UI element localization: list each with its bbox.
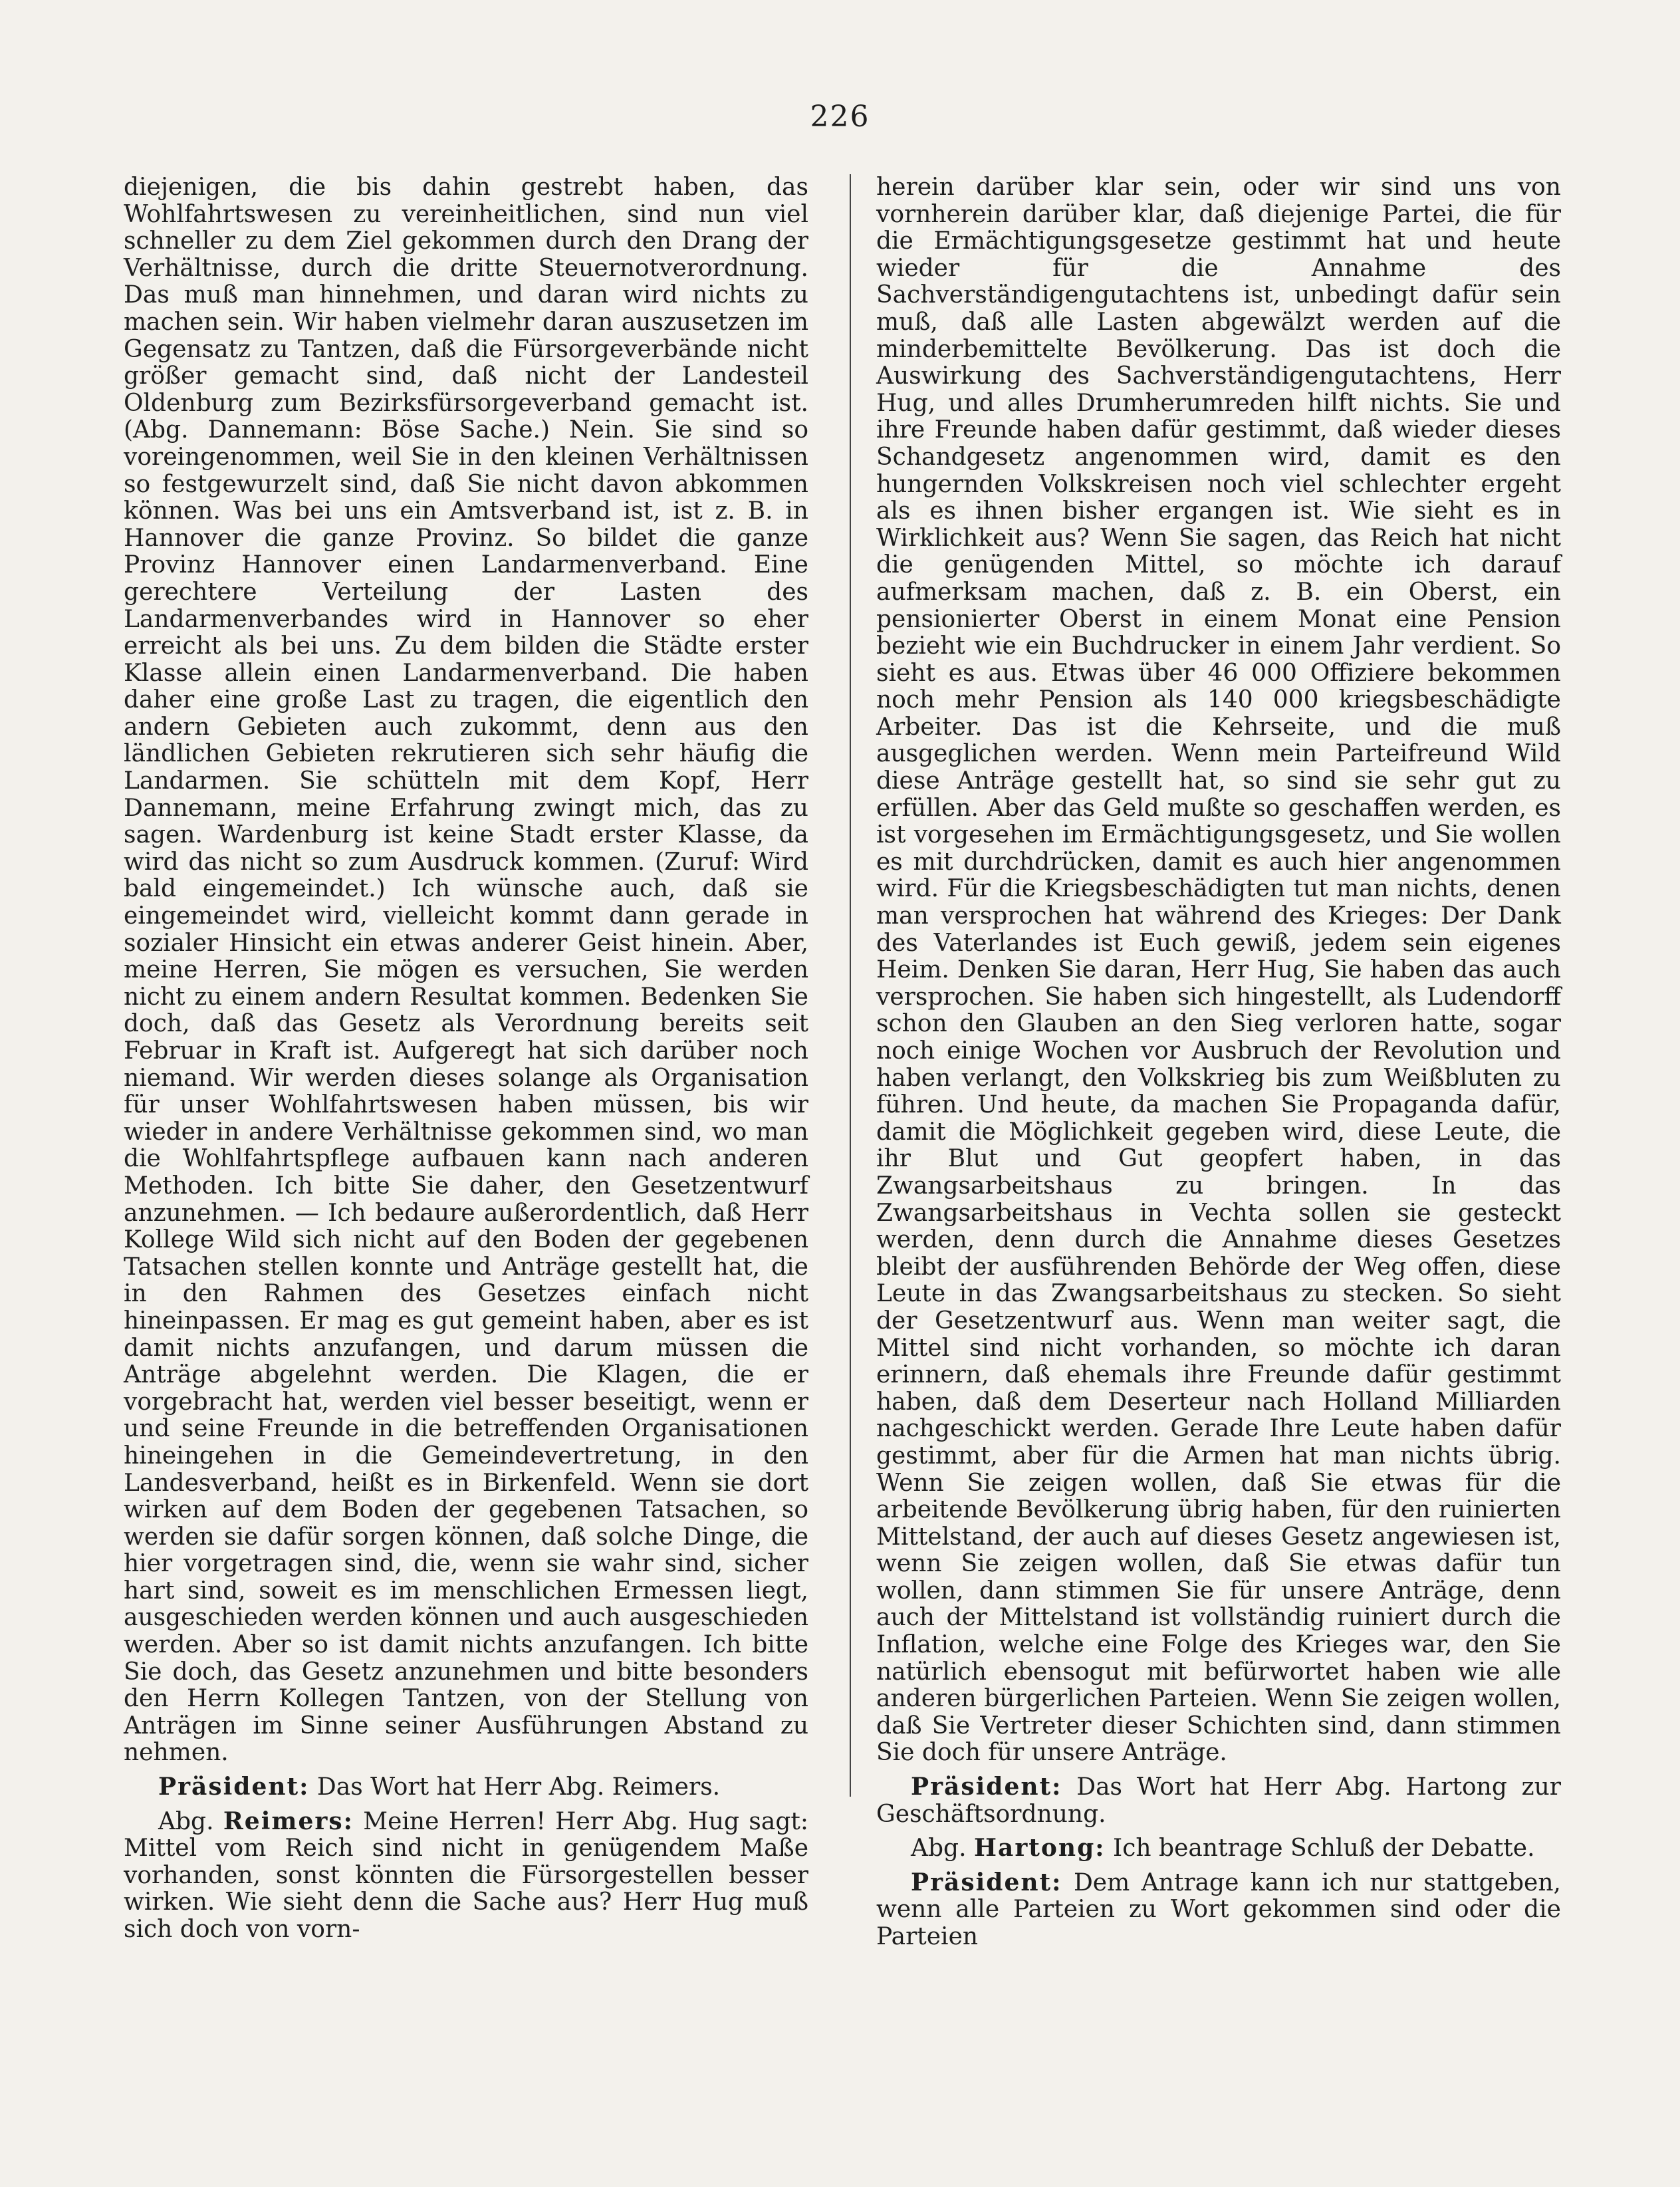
column-divider (850, 174, 851, 1797)
speaker-label: Hartong: (973, 1834, 1106, 1863)
left-paragraph-3 (124, 1808, 808, 1944)
speaker-prefix: Abg. (158, 1807, 223, 1835)
right-column (876, 174, 1561, 1951)
left-paragraph-2 (124, 1773, 808, 1801)
speaker-label: Präsident: (911, 1773, 1062, 1801)
right-paragraph-2 (876, 1773, 1561, 1828)
speech-text: Meine Herren! Herr Abg. Hug sagt: Mittel vom Reich sind nicht in genügendem Maße vorhanden, sonst könnten die Fürsorgestellen besser wirken. Wie sieht denn die Sache aus? Herr Hug muß sich doch von vorn- (124, 1807, 808, 1943)
speech-text: Das Wort hat Herr Abg. Reimers. (309, 1773, 721, 1801)
speaker-prefix: Abg. (911, 1835, 974, 1863)
left-column (124, 174, 808, 1944)
speech-text: Dem Antrage kann ich nur stattgeben, wenn alle Parteien zu Wort gekommen sind oder die Parteien (876, 1868, 1561, 1950)
right-paragraph-4 (876, 1869, 1561, 1951)
speech-text: Ich beantrage Schluß der Debatte. (1105, 1835, 1535, 1863)
speaker-label: Präsident: (158, 1773, 310, 1801)
right-paragraph-1: herein darüber klar sein, oder wir sind uns von vornherein darüber klar, daß diejenige Partei, die für die Ermächtigungsgesetze gestimmt hat und heute wieder für die Annahme des Sachverständigengutachtens ist, unbedingt dafür sein muß, daß alle Lasten abgewälzt werden auf die minderbemittelte Bevölkerung. Das ist doch die Auswirkung des Sachverständigengutachtens, Herr Hug, und alles Drumherumreden hilft nichts. Sie und ihre Freunde haben dafür gestimmt, daß wieder dieses Schandgesetz angenommen wird, damit es den hungernden Volkskreisen noch viel schlechter ergeht als es ihnen bisher ergangen ist. Wie sieht es in Wirklichkeit aus? Wenn Sie sagen, das Reich hat nicht die genügenden Mittel, so möchte ich darauf aufmerksam machen, daß z. B. ein Oberst, ein pensionierter Oberst in einem Monat eine Pension bezieht wie ein Buchdrucker in einem Jahr verdient. So sieht es aus. Etwas über 46 000 Offiziere bekommen noch mehr Pension als 140 000 kriegsbeschädigte Arbeiter. Das ist die Kehrseite, und die muß ausgeglichen werden. Wenn mein Parteifreund Wild diese Anträge gestellt hat, so sind sie sehr gut zu erfüllen. Aber das Geld mußte so geschaffen werden, es ist vorgesehen im Ermächtigungsgesetz, und Sie wollen es mit durchdrücken, damit es auch hier angenommen wird. Für die Kriegsbeschädigten tut man nichts, denen man versprochen hat während des Krieges: Der Dank des Vaterlandes ist Euch gewiß, jedem sein eigenes Heim. Denken Sie daran, Herr Hug, Sie haben das auch versprochen. Sie haben sich hingestellt, als Ludendorff schon den Glauben an den Sieg verloren hatte, sogar noch einige Wochen vor Ausbruch der Revolution und haben verlangt, den Volkskrieg bis zum Weißbluten zu führen. Und heute, da machen Sie Propaganda dafür, damit die Möglichkeit gegeben wird, diese Leute, die ihr Blut und Gut geopfert haben, in das Zwangsarbeitshaus zu bringen. In das Zwangsarbeitshaus in Vechta sollen sie gesteckt werden, denn durch die Annahme dieses Gesetzes bleibt der ausführenden Behörde der Weg offen, diese Leute in das Zwangsarbeitshaus zu stecken. So sieht der Gesetzentwurf aus. Wenn man weiter sagt, die Mittel sind nicht vorhanden, so möchte ich daran erinnern, daß ehemals ihre Freunde dafür gestimmt haben, daß dem Deserteur nach Holland Milliarden nachgeschickt werden. Gerade Ihre Leute haben dafür gestimmt, aber für die Armen hat man nichts übrig. Wenn Sie zeigen wollen, daß Sie etwas für die arbeitende Bevölkerung übrig haben, für den ruinierten Mittelstand, der auch auf dieses Gesetz angewiesen ist, wenn Sie zeigen wollen, daß Sie etwas dafür tun wollen, dann stimmen Sie für unsere Anträge, denn auch der Mittelstand ist vollständig ruiniert durch die Inflation, welche eine Folge des Krieges war, den Sie natürlich ebensogut mit befürwortet haben wie alle anderen bürgerlichen Parteien. Wenn Sie zeigen wollen, daß Sie Vertreter dieser Schichten sind, dann stimmen Sie doch für unsere Anträge. (876, 174, 1561, 1767)
page-number: 226 (810, 100, 870, 134)
left-paragraph-1: diejenigen, die bis dahin gestrebt haben, das Wohlfahrtswesen zu vereinheitlichen, sind nun viel schneller zu dem Ziel gekommen durch den Drang der Verhältnisse, durch die dritte Steuernotverordnung. Das muß man hinnehmen, und daran wird nichts zu machen sein. Wir haben vielmehr daran auszusetzen im Gegensatz zu Tantzen, daß die Fürsorgeverbände nicht größer gemacht sind, daß nicht der Landesteil Oldenburg zum Bezirksfürsorgeverband gemacht ist. (Abg. Dannemann: Böse Sache.) Nein. Sie sind so voreingenommen, weil Sie in den kleinen Verhältnissen so festgewurzelt sind, daß Sie nicht davon abkommen können. Was bei uns ein Amtsverband ist, ist z. B. in Hannover die ganze Provinz. So bildet die ganze Provinz Hannover einen Landarmenverband. Eine gerechtere Verteilung der Lasten des Landarmenverbandes wird in Hannover so eher erreicht als bei uns. Zu dem bilden die Städte erster Klasse allein einen Landarmenverband. Die haben daher eine große Last zu tragen, die eigentlich den andern Gebieten auch zukommt, denn aus den ländlichen Gebieten rekrutieren sich sehr häufig die Landarmen. Sie schütteln mit dem Kopf, Herr Dannemann, meine Erfahrung zwingt mich, das zu sagen. Wardenburg ist keine Stadt erster Klasse, da wird das nicht so zum Ausdruck kommen. (Zuruf: Wird bald eingemeindet.) Ich wünsche auch, daß sie eingemeindet wird, vielleicht kommt dann gerade in sozialer Hinsicht ein etwas anderer Geist hinein. Aber, meine Herren, Sie mögen es versuchen, Sie werden nicht zu einem andern Resultat kommen. Bedenken Sie doch, daß das Gesetz als Verordnung bereits seit Februar in Kraft ist. Aufgeregt hat sich darüber noch niemand. Wir werden dieses solange als Organisation für unser Wohlfahrtswesen haben müssen, bis wir wieder in andere Verhältnisse gekommen sind, wo man die Wohlfahrtspflege aufbauen kann nach anderen Methoden. Ich bitte Sie daher, den Gesetzentwurf anzunehmen. — Ich bedaure außerordentlich, daß Herr Kollege Wild sich nicht auf den Boden der gegebenen Tatsachen stellen konnte und Anträge gestellt hat, die in den Rahmen des Gesetzes einfach nicht hineinpassen. Er mag es gut gemeint haben, aber es ist damit nichts anzufangen, und darum müssen die Anträge abgelehnt werden. Die Klagen, die er vorgebracht hat, werden viel besser beseitigt, wenn er und seine Freunde in die betreffenden Organisationen hineingehen in die Gemeindevertretung, in den Landesverband, heißt es in Birkenfeld. Wenn sie dort wirken auf dem Boden der gegebenen Tatsachen, so werden sie dafür sorgen können, daß solche Dinge, die hier vorgetragen sind, die, wenn sie wahr sind, sicher hart sind, soweit es im menschlichen Ermessen liegt, ausgeschieden werden können und auch ausgeschieden werden. Aber so ist damit nichts anzufangen. Ich bitte Sie doch, das Gesetz anzunehmen und bitte besonders den Herrn Kollegen Tantzen, von der Stellung von Anträgen im Sinne seiner Ausführungen Abstand zu nehmen. (124, 174, 808, 1767)
right-paragraph-3 (876, 1835, 1561, 1863)
speaker-label: Präsident: (911, 1868, 1062, 1896)
speech-text: Das Wort hat Herr Abg. Hartong zur Geschäftsordnung. (876, 1773, 1561, 1828)
speaker-label: Reimers: (223, 1807, 354, 1835)
